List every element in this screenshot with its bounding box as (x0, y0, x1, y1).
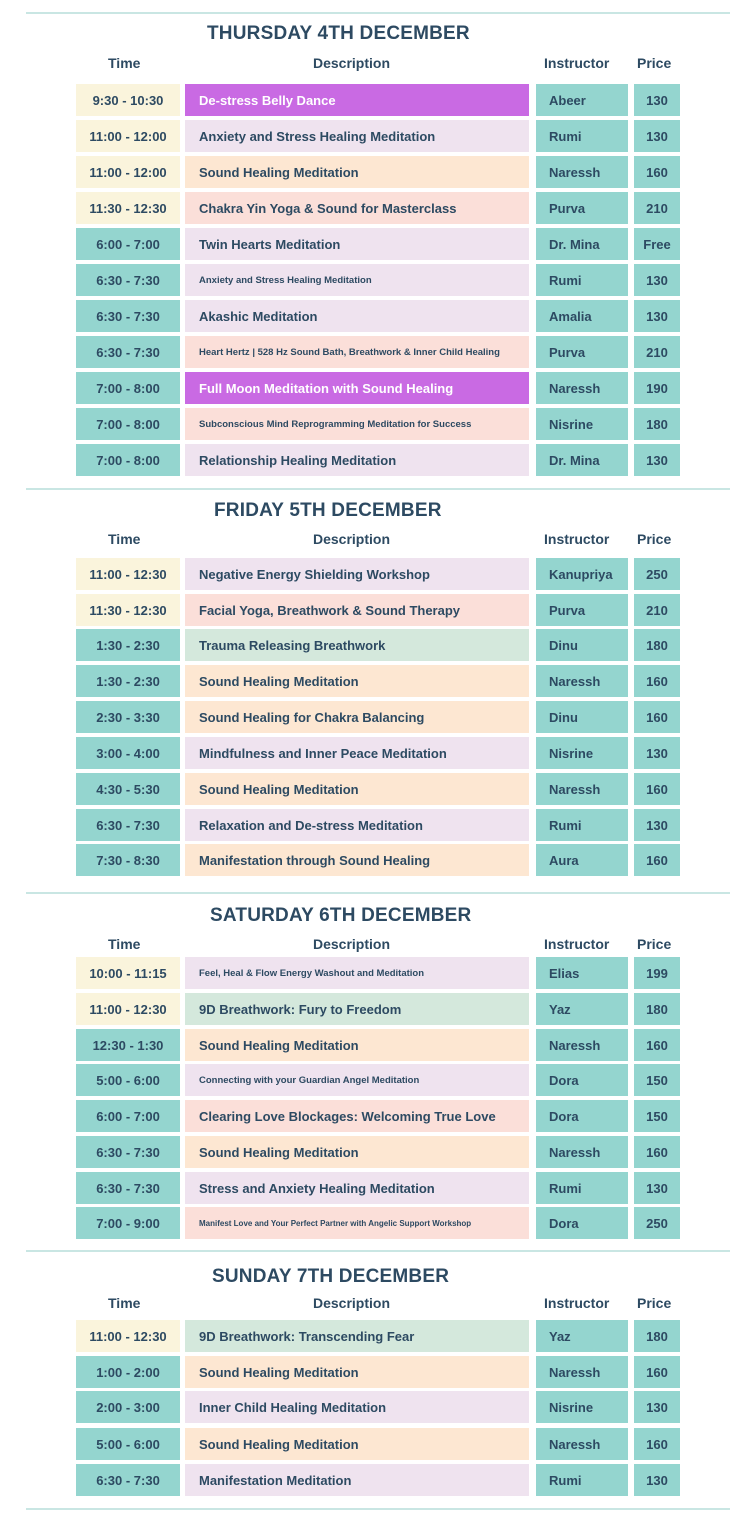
session-price: 160 (634, 844, 680, 876)
session-row[interactable] (0, 444, 756, 476)
session-description: Twin Hearts Meditation (185, 228, 529, 260)
session-row[interactable] (0, 84, 756, 116)
session-row[interactable] (0, 1320, 756, 1352)
session-time: 5:00 - 6:00 (76, 1428, 180, 1460)
session-description: Sound Healing Meditation (185, 156, 529, 188)
session-price: 250 (634, 558, 680, 590)
session-price: 160 (634, 665, 680, 697)
session-time: 11:00 - 12:00 (76, 156, 180, 188)
session-description: Sound Healing Meditation (185, 773, 529, 805)
session-row[interactable] (0, 701, 756, 733)
session-row[interactable] (0, 993, 756, 1025)
session-time: 3:00 - 4:00 (76, 737, 180, 769)
session-description: Manifestation Meditation (185, 1464, 529, 1496)
session-time: 6:30 - 7:30 (76, 336, 180, 368)
session-row[interactable] (0, 228, 756, 260)
session-time: 6:30 - 7:30 (76, 1172, 180, 1204)
session-price: 130 (634, 1391, 680, 1423)
session-row[interactable] (0, 1100, 756, 1132)
day-title: FRIDAY 5TH DECEMBER (214, 500, 442, 521)
session-time: 7:00 - 8:00 (76, 408, 180, 440)
session-time: 11:00 - 12:00 (76, 120, 180, 152)
session-row[interactable] (0, 957, 756, 989)
session-instructor: Nisrine (536, 737, 628, 769)
session-instructor: Naressh (536, 1356, 628, 1388)
session-time: 9:30 - 10:30 (76, 84, 180, 116)
session-price: 160 (634, 1029, 680, 1061)
session-price: 130 (634, 300, 680, 332)
session-description: Heart Hertz | 528 Hz Sound Bath, Breathwork & Inner Child Healing (185, 336, 529, 368)
session-row[interactable] (0, 1064, 756, 1096)
session-price: 130 (634, 809, 680, 841)
session-description: Stress and Anxiety Healing Meditation (185, 1172, 529, 1204)
session-price: 250 (634, 1207, 680, 1239)
session-description: Mindfulness and Inner Peace Meditation (185, 737, 529, 769)
section-divider (26, 12, 730, 14)
column-header-description: Description (313, 1295, 391, 1311)
session-description: 9D Breathwork: Fury to Freedom (185, 993, 529, 1025)
session-time: 11:00 - 12:30 (76, 1320, 180, 1352)
session-row[interactable] (0, 1207, 756, 1239)
session-time: 1:30 - 2:30 (76, 629, 180, 661)
session-instructor: Naressh (536, 1029, 628, 1061)
section-divider (26, 1250, 730, 1252)
session-price: 160 (634, 701, 680, 733)
session-row[interactable] (0, 1136, 756, 1168)
session-description: Anxiety and Stress Healing Meditation (185, 120, 529, 152)
session-instructor: Purva (536, 192, 628, 224)
session-price: 210 (634, 336, 680, 368)
session-row[interactable] (0, 809, 756, 841)
session-description: Full Moon Meditation with Sound Healing (185, 372, 529, 404)
session-row[interactable] (0, 192, 756, 224)
session-price: 130 (634, 120, 680, 152)
session-price: 160 (634, 1136, 680, 1168)
session-price: 160 (634, 1356, 680, 1388)
session-description: Negative Energy Shielding Workshop (185, 558, 529, 590)
session-row[interactable] (0, 844, 756, 876)
session-time: 6:00 - 7:00 (76, 1100, 180, 1132)
column-header-time: Time (108, 1295, 141, 1311)
section-divider (26, 892, 730, 894)
session-price: 130 (634, 1172, 680, 1204)
session-row[interactable] (0, 629, 756, 661)
day-title: SUNDAY 7TH DECEMBER (212, 1266, 450, 1287)
session-instructor: Nisrine (536, 408, 628, 440)
session-description: Feel, Heal & Flow Energy Washout and Meditation (185, 957, 529, 989)
session-time: 1:30 - 2:30 (76, 665, 180, 697)
session-instructor: Naressh (536, 665, 628, 697)
session-time: 1:00 - 2:00 (76, 1356, 180, 1388)
session-time: 5:00 - 6:00 (76, 1064, 180, 1096)
session-time: 6:30 - 7:30 (76, 1464, 180, 1496)
session-instructor: Dinu (536, 629, 628, 661)
session-instructor: Dora (536, 1064, 628, 1096)
session-price: 160 (634, 156, 680, 188)
session-row[interactable] (0, 120, 756, 152)
session-time: 6:30 - 7:30 (76, 809, 180, 841)
session-description: Manifest Love and Your Perfect Partner with Angelic Support Workshop (185, 1207, 529, 1239)
session-row[interactable] (0, 665, 756, 697)
session-time: 6:30 - 7:30 (76, 264, 180, 296)
session-description: 9D Breathwork: Transcending Fear (185, 1320, 529, 1352)
session-instructor: Yaz (536, 993, 628, 1025)
session-instructor: Rumi (536, 264, 628, 296)
session-price: 180 (634, 1320, 680, 1352)
session-time: 11:30 - 12:30 (76, 192, 180, 224)
session-price: 150 (634, 1100, 680, 1132)
session-time: 10:00 - 11:15 (76, 957, 180, 989)
session-instructor: Dr. Mina (536, 228, 628, 260)
session-row[interactable] (0, 1029, 756, 1061)
session-instructor: Purva (536, 336, 628, 368)
session-row[interactable] (0, 336, 756, 368)
session-description: Chakra Yin Yoga & Sound for Masterclass (185, 192, 529, 224)
column-header-description: Description (313, 936, 391, 952)
session-row[interactable] (0, 1172, 756, 1204)
session-time: 11:00 - 12:30 (76, 558, 180, 590)
session-price: 130 (634, 737, 680, 769)
session-row[interactable] (0, 558, 756, 590)
session-instructor: Abeer (536, 84, 628, 116)
session-description: Manifestation through Sound Healing (185, 844, 529, 876)
session-instructor: Dora (536, 1207, 628, 1239)
session-row[interactable] (0, 156, 756, 188)
session-description: Sound Healing Meditation (185, 665, 529, 697)
session-instructor: Yaz (536, 1320, 628, 1352)
session-time: 7:00 - 9:00 (76, 1207, 180, 1239)
session-row[interactable] (0, 594, 756, 626)
session-time: 11:30 - 12:30 (76, 594, 180, 626)
session-description: Subconscious Mind Reprogramming Meditation for Success (185, 408, 529, 440)
session-row[interactable] (0, 1428, 756, 1460)
session-row[interactable] (0, 372, 756, 404)
session-instructor: Nisrine (536, 1391, 628, 1423)
day-title: SATURDAY 6TH DECEMBER (210, 905, 472, 926)
session-description: Clearing Love Blockages: Welcoming True Love (185, 1100, 529, 1132)
session-price: 180 (634, 408, 680, 440)
session-price: 160 (634, 1428, 680, 1460)
session-instructor: Rumi (536, 1172, 628, 1204)
session-description: Trauma Releasing Breathwork (185, 629, 529, 661)
session-time: 7:30 - 8:30 (76, 844, 180, 876)
session-time: 2:00 - 3:00 (76, 1391, 180, 1423)
session-description: Sound Healing Meditation (185, 1136, 529, 1168)
session-instructor: Dr. Mina (536, 444, 628, 476)
session-instructor: Dora (536, 1100, 628, 1132)
session-description: Akashic Meditation (185, 300, 529, 332)
session-time: 11:00 - 12:30 (76, 993, 180, 1025)
session-instructor: Naressh (536, 372, 628, 404)
session-row[interactable] (0, 300, 756, 332)
session-time: 6:30 - 7:30 (76, 300, 180, 332)
session-price: 130 (634, 84, 680, 116)
session-instructor: Aura (536, 844, 628, 876)
column-header-price: Price (637, 1295, 672, 1311)
session-price: 210 (634, 594, 680, 626)
session-instructor: Kanupriya (536, 558, 628, 590)
session-time: 4:30 - 5:30 (76, 773, 180, 805)
session-row[interactable] (0, 1391, 756, 1423)
session-row[interactable] (0, 1464, 756, 1496)
column-header-price: Price (637, 936, 672, 952)
session-price: 180 (634, 629, 680, 661)
section-divider (26, 1508, 730, 1510)
session-price: 150 (634, 1064, 680, 1096)
session-instructor: Purva (536, 594, 628, 626)
column-header-time: Time (108, 531, 141, 547)
session-description: Facial Yoga, Breathwork & Sound Therapy (185, 594, 529, 626)
session-time: 12:30 - 1:30 (76, 1029, 180, 1061)
session-row[interactable] (0, 264, 756, 296)
session-time: 2:30 - 3:30 (76, 701, 180, 733)
session-time: 7:00 - 8:00 (76, 444, 180, 476)
session-price: 130 (634, 264, 680, 296)
session-instructor: Rumi (536, 120, 628, 152)
session-price: 160 (634, 773, 680, 805)
session-description: De-stress Belly Dance (185, 84, 529, 116)
session-row[interactable] (0, 773, 756, 805)
session-description: Sound Healing Meditation (185, 1356, 529, 1388)
column-header-time: Time (108, 55, 141, 71)
section-divider (26, 488, 730, 490)
session-time: 6:30 - 7:30 (76, 1136, 180, 1168)
session-instructor: Naressh (536, 1136, 628, 1168)
session-description: Anxiety and Stress Healing Meditation (185, 264, 529, 296)
column-header-instructor: Instructor (544, 1295, 610, 1311)
session-instructor: Elias (536, 957, 628, 989)
session-price: 130 (634, 1464, 680, 1496)
session-row[interactable] (0, 737, 756, 769)
session-instructor: Dinu (536, 701, 628, 733)
column-header-description: Description (313, 531, 391, 547)
column-header-price: Price (637, 55, 672, 71)
day-title: THURSDAY 4TH DECEMBER (207, 23, 470, 44)
session-price: 180 (634, 993, 680, 1025)
session-price: 199 (634, 957, 680, 989)
session-time: 7:00 - 8:00 (76, 372, 180, 404)
session-instructor: Naressh (536, 1428, 628, 1460)
session-price: 190 (634, 372, 680, 404)
session-instructor: Rumi (536, 809, 628, 841)
session-price: Free (634, 228, 680, 260)
session-instructor: Rumi (536, 1464, 628, 1496)
session-row[interactable] (0, 1356, 756, 1388)
session-description: Inner Child Healing Meditation (185, 1391, 529, 1423)
session-description: Relationship Healing Meditation (185, 444, 529, 476)
session-instructor: Naressh (536, 156, 628, 188)
session-description: Connecting with your Guardian Angel Meditation (185, 1064, 529, 1096)
session-price: 210 (634, 192, 680, 224)
column-header-instructor: Instructor (544, 936, 610, 952)
session-description: Relaxation and De-stress Meditation (185, 809, 529, 841)
session-time: 6:00 - 7:00 (76, 228, 180, 260)
session-description: Sound Healing for Chakra Balancing (185, 701, 529, 733)
session-row[interactable] (0, 408, 756, 440)
session-price: 130 (634, 444, 680, 476)
session-instructor: Naressh (536, 773, 628, 805)
session-instructor: Amalia (536, 300, 628, 332)
session-description: Sound Healing Meditation (185, 1428, 529, 1460)
column-header-time: Time (108, 936, 141, 952)
column-header-instructor: Instructor (544, 55, 610, 71)
column-header-instructor: Instructor (544, 531, 610, 547)
column-header-description: Description (313, 55, 391, 71)
column-header-price: Price (637, 531, 672, 547)
session-description: Sound Healing Meditation (185, 1029, 529, 1061)
